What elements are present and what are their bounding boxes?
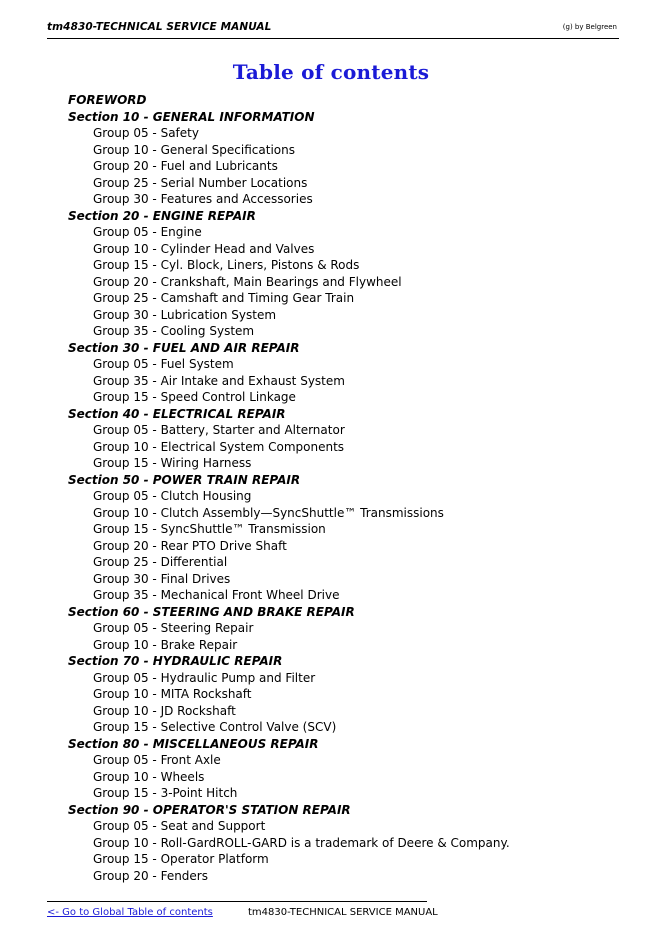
toc-group-entry[interactable]: Group 10 - Wheels xyxy=(93,769,205,784)
toc-section-entry[interactable]: Section 50 - POWER TRAIN REPAIR xyxy=(68,472,301,487)
toc-group-entry[interactable]: Group 10 - Cylinder Head and Valves xyxy=(93,241,315,256)
toc-group-entry[interactable]: Group 25 - Differential xyxy=(93,555,228,569)
toc-group-entry[interactable]: Group 10 - Brake Repair xyxy=(93,637,238,652)
toc-group-entry[interactable]: Group 30 - Lubrication System xyxy=(93,307,277,322)
toc-section-entry[interactable]: Section 90 - OPERATOR'S STATION REPAIR xyxy=(68,802,351,817)
toc-group-entry[interactable]: Group 25 - Camshaft and Timing Gear Train xyxy=(93,291,355,305)
toc-section-entry[interactable]: Section 40 - ELECTRICAL REPAIR xyxy=(68,406,286,421)
toc-group-entry[interactable]: Group 35 - Cooling System xyxy=(93,324,255,338)
table-of-contents xyxy=(68,92,628,884)
toc-group-entry[interactable]: Group 10 - Electrical System Components xyxy=(93,439,345,454)
global-toc-link[interactable]: <- Go to Global Table of contents xyxy=(47,907,213,918)
toc-section-entry[interactable]: FOREWORD xyxy=(68,93,147,107)
toc-section-entry[interactable]: Section 60 - STEERING AND BRAKE REPAIR xyxy=(68,604,355,619)
toc-section-entry[interactable]: Section 30 - FUEL AND AIR REPAIR xyxy=(68,340,300,355)
page-title: Table of contents xyxy=(232,60,430,84)
toc-group-entry[interactable]: Group 10 - General Specifications xyxy=(93,142,295,157)
toc-section-entry[interactable]: Section 20 - ENGINE REPAIR xyxy=(68,208,256,223)
toc-group-entry[interactable]: Group 15 - Wiring Harness xyxy=(93,456,252,470)
toc-group-entry[interactable]: Group 10 - Roll-GardROLL-GARD is a trademark of Deere & Company. xyxy=(93,835,510,850)
header-credit: (g) by Belgreen xyxy=(562,23,617,31)
toc-group-entry[interactable]: Group 20 - Crankshaft, Main Bearings and Flywheel xyxy=(93,274,402,289)
toc-group-entry[interactable]: Group 15 - SyncShuttle™ Transmission xyxy=(93,522,326,536)
toc-group-entry[interactable]: Group 30 - Final Drives xyxy=(93,571,231,586)
toc-group-entry[interactable]: Group 15 - Operator Platform xyxy=(93,852,269,866)
footer-title: tm4830-TECHNICAL SERVICE MANUAL xyxy=(248,907,438,918)
toc-group-entry[interactable]: Group 20 - Fuel and Lubricants xyxy=(93,159,278,173)
toc-group-entry[interactable]: Group 15 - 3-Point Hitch xyxy=(93,786,238,800)
toc-group-entry[interactable]: Group 05 - Engine xyxy=(93,225,202,239)
toc-group-entry[interactable]: Group 10 - Clutch Assembly—SyncShuttle™ Transmissions xyxy=(93,505,444,520)
toc-group-entry[interactable]: Group 05 - Seat and Support xyxy=(93,819,266,833)
toc-group-entry[interactable]: Group 15 - Cyl. Block, Liners, Pistons & Rods xyxy=(93,258,360,272)
toc-group-entry[interactable]: Group 05 - Hydraulic Pump and Filter xyxy=(93,670,316,685)
toc-group-entry[interactable]: Group 15 - Speed Control Linkage xyxy=(93,390,296,404)
toc-group-entry[interactable]: Group 30 - Features and Accessories xyxy=(93,192,313,206)
toc-group-entry[interactable]: Group 05 - Fuel System xyxy=(93,357,234,371)
toc-group-entry[interactable]: Group 05 - Clutch Housing xyxy=(93,489,252,503)
toc-group-entry[interactable]: Group 35 - Air Intake and Exhaust System xyxy=(93,373,345,388)
toc-group-entry[interactable]: Group 05 - Steering Repair xyxy=(93,621,254,635)
toc-group-entry[interactable]: Group 15 - Selective Control Valve (SCV) xyxy=(93,720,337,734)
toc-section-entry[interactable]: Section 10 - GENERAL INFORMATION xyxy=(68,109,315,124)
toc-group-entry[interactable]: Group 35 - Mechanical Front Wheel Drive xyxy=(93,588,340,602)
toc-section-entry[interactable]: Section 70 - HYDRAULIC REPAIR xyxy=(68,654,283,668)
header-title: tm4830-TECHNICAL SERVICE MANUAL xyxy=(47,21,272,33)
toc-group-entry[interactable]: Group 10 - MITA Rockshaft xyxy=(93,687,252,701)
toc-section-entry[interactable]: Section 80 - MISCELLANEOUS REPAIR xyxy=(68,736,319,751)
toc-group-entry[interactable]: Group 05 - Battery, Starter and Alternator xyxy=(93,423,345,437)
page-header xyxy=(47,20,619,39)
toc-group-entry[interactable]: Group 10 - JD Rockshaft xyxy=(93,703,236,718)
toc-group-entry[interactable]: Group 05 - Front Axle xyxy=(93,753,221,767)
toc-group-entry[interactable]: Group 20 - Rear PTO Drive Shaft xyxy=(93,538,287,553)
footer-divider xyxy=(47,901,427,902)
toc-group-entry[interactable]: Group 25 - Serial Number Locations xyxy=(93,175,308,190)
toc-group-entry[interactable]: Group 05 - Safety xyxy=(93,126,199,140)
toc-group-entry[interactable]: Group 20 - Fenders xyxy=(93,868,208,883)
